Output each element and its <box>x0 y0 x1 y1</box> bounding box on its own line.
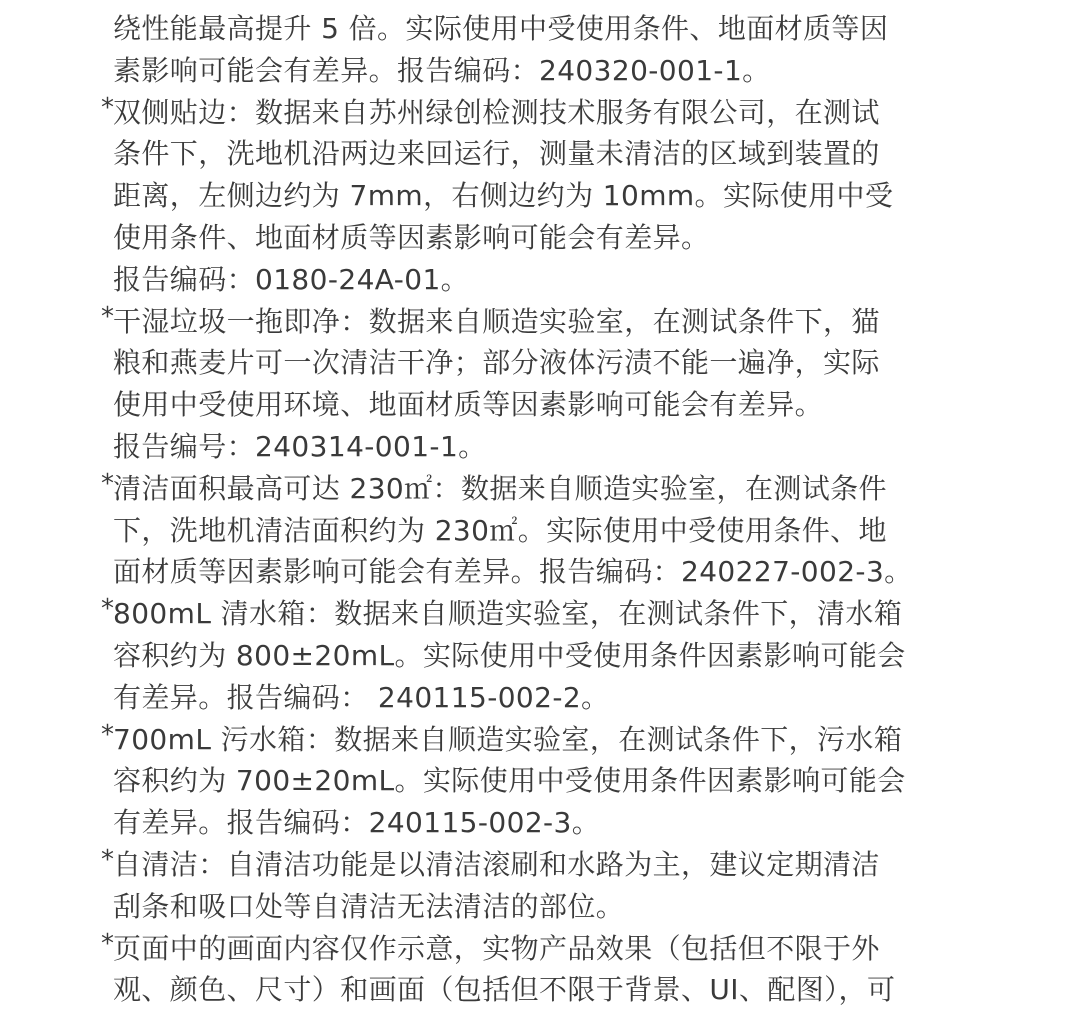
note-text: 页面中的画面内容仅作示意，实物产品效果（包括但不限于外 <box>113 931 880 965</box>
asterisk-marker: * <box>101 719 115 750</box>
asterisk-marker: * <box>101 845 115 875</box>
note-line <box>0 384 1080 426</box>
note-text: 距离，左侧边约为 7mm，右侧边约为 10mm。实际使用中受 <box>113 179 894 213</box>
note-text: 干湿垃圾一拖即净：数据来自顺造实验室，在测试条件下，猫 <box>113 304 880 338</box>
note-text: 刮条和吸口处等自清洁无法清洁的部位。 <box>113 889 625 923</box>
asterisk-marker: * <box>101 928 115 959</box>
note-text: 报告编码：0180-24A-01。 <box>113 262 470 296</box>
note-line <box>0 886 1080 928</box>
note-text: 700mL 污水箱：数据来自顺造实验室，在测试条件下，污水箱 <box>113 722 903 756</box>
note-line <box>0 8 1080 50</box>
note-text: 使用中受使用环境、地面材质等因素影响可能会有差异。 <box>113 388 824 422</box>
note-line <box>0 217 1080 259</box>
note-text: 面材质等因素影响可能会有差异。报告编码：240227-002-3。 <box>113 555 913 589</box>
note-line <box>0 551 1080 593</box>
note-text: 有差异。报告编码： 240115-002-2。 <box>113 680 610 714</box>
note-text: 绕性能最高提升 5 倍。实际使用中受使用条件、地面材质等因 <box>113 12 889 45</box>
note-line <box>0 593 1080 635</box>
asterisk-marker: * <box>101 594 115 625</box>
note-text: 容积约为 800±20mL。实际使用中受使用条件因素影响可能会 <box>113 639 906 672</box>
note-text: 800mL 清水箱：数据来自顺造实验室，在测试条件下，清水箱 <box>113 597 903 631</box>
note-text: 使用条件、地面材质等因素影响可能会有差异。 <box>113 221 710 254</box>
note-line <box>0 510 1080 552</box>
note-text: 容积约为 700±20mL。实际使用中受使用条件因素影响可能会 <box>113 764 906 798</box>
note-line <box>0 760 1080 802</box>
note-line <box>0 468 1080 510</box>
asterisk-marker: * <box>101 301 115 332</box>
note-text: 报告编号：240314-001-1。 <box>113 430 487 463</box>
note-line <box>0 844 1080 886</box>
note-text: 双侧贴边：数据来自苏州绿创检测技术服务有限公司，在测试 <box>113 95 880 129</box>
note-text: 素影响可能会有差异。报告编码：240320-001-1。 <box>113 53 771 87</box>
note-text: 粮和燕麦片可一次清洁干净；部分液体污渍不能一遍净，实际 <box>113 346 880 380</box>
asterisk-marker: * <box>101 468 115 499</box>
note-text: 观、颜色、尺寸）和画面（包括但不限于背景、UI、配图），可 <box>113 973 896 1007</box>
note-line <box>0 92 1080 134</box>
note-line <box>0 426 1080 468</box>
note-line <box>0 635 1080 677</box>
note-line <box>0 928 1080 970</box>
note-text: 清洁面积最高可达 230㎡：数据来自顺造实验室，在测试条件 <box>113 471 887 505</box>
note-line <box>0 719 1080 761</box>
note-line <box>0 969 1080 1011</box>
note-line <box>0 175 1080 217</box>
note-text: 条件下，洗地机沿两边来回运行，测量未清洁的区域到装置的 <box>113 137 880 171</box>
note-line <box>0 802 1080 844</box>
note-text: 下，洗地机清洁面积约为 230㎡。实际使用中受使用条件、地 <box>113 513 887 547</box>
note-text: 自清洁：自清洁功能是以清洁滚刷和水路为主，建议定期清洁 <box>113 848 880 881</box>
note-line <box>0 301 1080 343</box>
asterisk-marker: * <box>101 92 115 123</box>
note-line <box>0 50 1080 92</box>
note-text: 有差异。报告编码：240115-002-3。 <box>113 806 601 840</box>
note-line <box>0 133 1080 175</box>
note-line <box>0 342 1080 384</box>
note-line <box>0 259 1080 301</box>
note-line <box>0 677 1080 719</box>
